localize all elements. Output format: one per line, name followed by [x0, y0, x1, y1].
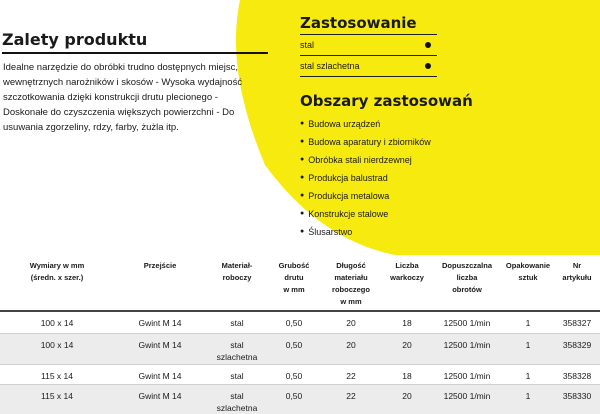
table-row — [0, 311, 600, 334]
zastosowanie-item-label: stal szlachetna — [300, 61, 360, 71]
zastosowanie-section — [300, 14, 437, 77]
bullet-icon: ● — [300, 115, 304, 133]
header-line: (średn. x szer.) — [2, 272, 112, 284]
bullet-icon: ● — [300, 133, 304, 151]
header-line: Liczba — [384, 260, 430, 272]
header-line: Wymiary w mm — [2, 260, 112, 272]
cell-line: szlachetna — [208, 351, 266, 363]
table-row — [0, 385, 600, 414]
obszary-item-label: Produkcja metalowa — [308, 187, 389, 205]
spec-table — [0, 258, 600, 414]
header-line: roboczy — [208, 272, 266, 284]
header-line: Dopuszczalna — [434, 260, 500, 272]
obszary-item-label: Ślusarstwo — [308, 223, 352, 241]
obszary-item-label: Budowa aparatury i zbiorników — [308, 133, 431, 151]
header-line: liczba — [434, 272, 500, 284]
cell-dlugosc: 22 — [320, 365, 382, 385]
cell-grubosc: 0,50 — [268, 385, 320, 414]
obszary-zastosowan-section — [300, 92, 600, 241]
header-line: sztuk — [504, 272, 552, 284]
cell-nr: 358329 — [554, 334, 600, 365]
cell-wymiary: 115 x 14 — [0, 365, 114, 385]
obszary-item — [300, 151, 600, 169]
cell-grubosc: 0,50 — [268, 334, 320, 365]
header-wymiary — [0, 258, 114, 311]
cell-line: stal — [208, 370, 266, 382]
cell-obroty: 12500 1/min — [432, 334, 502, 365]
bullet-icon: ● — [300, 205, 304, 223]
header-line: w mm — [322, 296, 380, 308]
bullet-icon: ● — [300, 187, 304, 205]
bullet-icon: ● — [300, 169, 304, 187]
cell-grubosc: 0,50 — [268, 311, 320, 334]
cell-opakowanie: 1 — [502, 311, 554, 334]
obszary-item — [300, 223, 600, 241]
header-line: Nr — [556, 260, 598, 272]
cell-liczba: 20 — [382, 385, 432, 414]
obszary-item — [300, 205, 600, 223]
cell-nr: 358327 — [554, 311, 600, 334]
cell-przejscie: Gwint M 14 — [114, 365, 206, 385]
spec-table-section — [0, 258, 600, 414]
obszary-item — [300, 169, 600, 187]
zastosowanie-item-label: stal — [300, 40, 314, 50]
cell-line: stal — [208, 339, 266, 351]
obszary-item — [300, 187, 600, 205]
table-row — [0, 365, 600, 385]
header-dlugosc — [320, 258, 382, 311]
header-line: roboczego — [322, 284, 380, 296]
cell-nr: 358330 — [554, 385, 600, 414]
header-material — [206, 258, 268, 311]
cell-line: stal — [208, 317, 266, 329]
header-obroty — [432, 258, 502, 311]
cell-przejscie: Gwint M 14 — [114, 311, 206, 334]
header-line: artykułu — [556, 272, 598, 284]
header-line: Materiał- — [208, 260, 266, 272]
dot-icon — [425, 63, 431, 69]
header-line: materiału — [322, 272, 380, 284]
header-liczba — [382, 258, 432, 311]
header-line: obrotów — [434, 284, 500, 296]
dot-icon — [425, 42, 431, 48]
cell-obroty: 12500 1/min — [432, 311, 502, 334]
cell-material — [206, 385, 268, 414]
header-line: drutu — [270, 272, 318, 284]
table-header-row — [0, 258, 600, 311]
cell-line: szlachetna — [208, 402, 266, 414]
bullet-icon: ● — [300, 223, 304, 241]
zalety-title: Zalety produktu — [2, 30, 268, 54]
cell-dlugosc: 20 — [320, 334, 382, 365]
cell-material — [206, 311, 268, 334]
zastosowanie-item — [300, 34, 437, 55]
header-grubosc — [268, 258, 320, 311]
obszary-item-label: Produkcja balustrad — [308, 169, 388, 187]
header-line: Grubość — [270, 260, 318, 272]
cell-liczba: 18 — [382, 311, 432, 334]
zastosowanie-item — [300, 55, 437, 77]
header-line: Długość — [322, 260, 380, 272]
cell-liczba: 18 — [382, 365, 432, 385]
cell-line: stal — [208, 390, 266, 402]
obszary-item-label: Konstrukcje stalowe — [308, 205, 388, 223]
cell-liczba: 20 — [382, 334, 432, 365]
cell-przejscie: Gwint M 14 — [114, 385, 206, 414]
obszary-item — [300, 133, 600, 151]
cell-material — [206, 365, 268, 385]
header-line: warkoczy — [384, 272, 430, 284]
cell-przejscie: Gwint M 14 — [114, 334, 206, 365]
table-row — [0, 334, 600, 365]
header-line: Przejście — [116, 260, 204, 272]
header-opakowanie — [502, 258, 554, 311]
header-line: Opakowanie — [504, 260, 552, 272]
cell-opakowanie: 1 — [502, 334, 554, 365]
zalety-produktu-section — [0, 30, 268, 135]
cell-dlugosc: 22 — [320, 385, 382, 414]
header-line: w mm — [270, 284, 318, 296]
header-nr — [554, 258, 600, 311]
header-przejscie — [114, 258, 206, 311]
obszary-item-label: Budowa urządzeń — [308, 115, 380, 133]
cell-opakowanie: 1 — [502, 385, 554, 414]
cell-opakowanie: 1 — [502, 365, 554, 385]
obszary-title: Obszary zastosowań — [300, 92, 600, 110]
zastosowanie-title: Zastosowanie — [300, 14, 437, 34]
obszary-item — [300, 115, 600, 133]
cell-obroty: 12500 1/min — [432, 385, 502, 414]
cell-obroty: 12500 1/min — [432, 365, 502, 385]
obszary-item-label: Obróbka stali nierdzewnej — [308, 151, 412, 169]
cell-grubosc: 0,50 — [268, 365, 320, 385]
cell-nr: 358328 — [554, 365, 600, 385]
cell-material — [206, 334, 268, 365]
cell-dlugosc: 20 — [320, 311, 382, 334]
cell-wymiary: 100 x 14 — [0, 334, 114, 365]
zastosowanie-list — [300, 34, 437, 77]
cell-wymiary: 115 x 14 — [0, 385, 114, 414]
bullet-icon: ● — [300, 151, 304, 169]
cell-wymiary: 100 x 14 — [0, 311, 114, 334]
obszary-list — [300, 115, 600, 241]
zalety-description: Idealne narzędzie do obróbki trudno dostępnych miejsc, wewnętrznych narożników i skosów - Wysoka wydajność szczotkowania dzięki konstrukcji drutu plecionego - Doskonałe do czyszczenia większych powierzchni - Do usuwania zgorzeliny, rdzy, farby, żużla itp. — [3, 60, 265, 135]
